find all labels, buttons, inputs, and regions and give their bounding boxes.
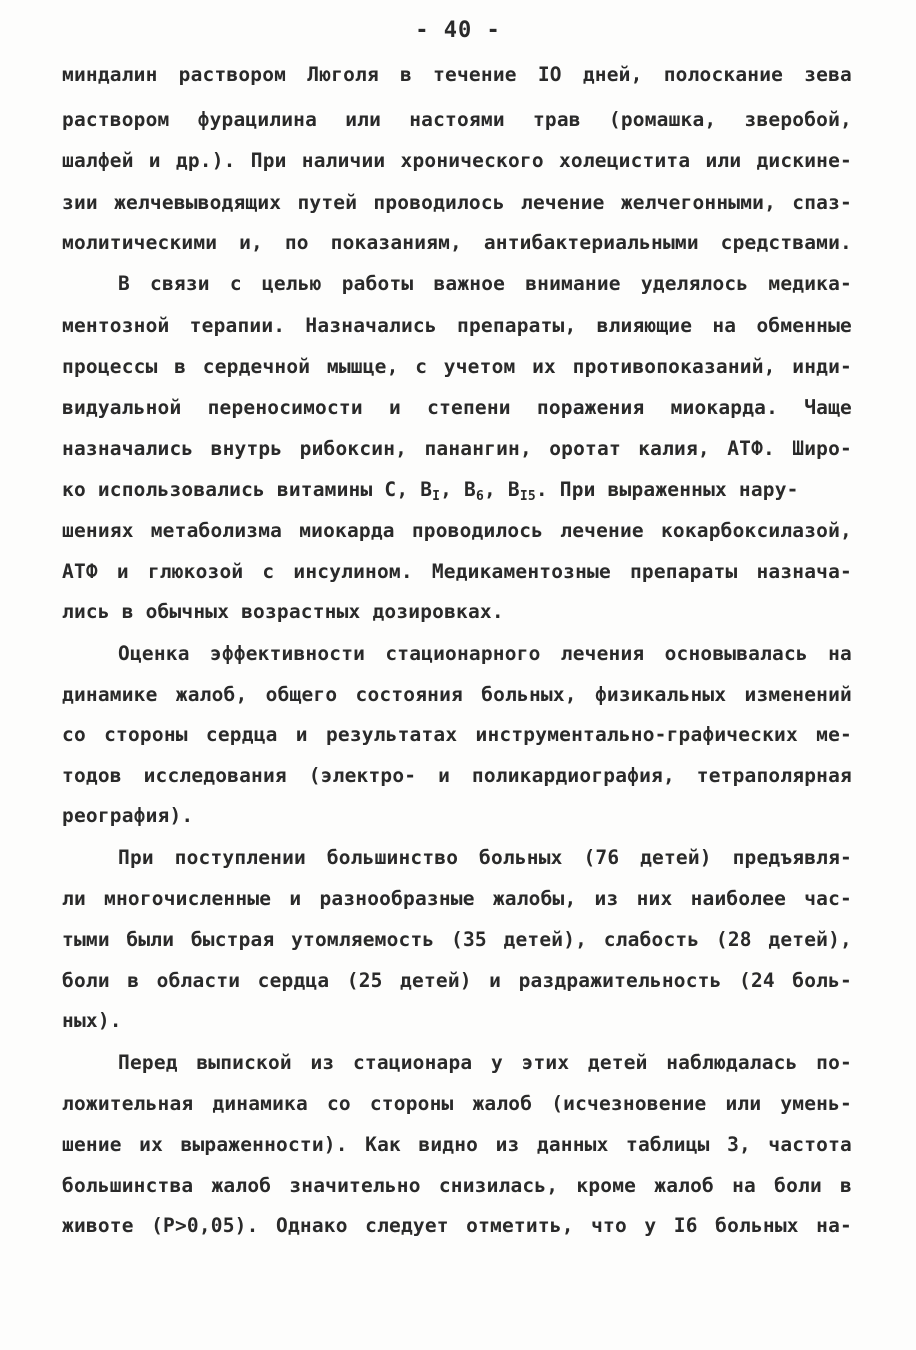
text-line: ментозной терапии. Назначались препараты, влияющие на обменные — [62, 314, 852, 337]
text-line: В связи с целью работы важное внимание уделялось медика- — [118, 272, 852, 295]
text-line: животе (P>0,05). Однако следует отметить, что у I6 больных на- — [62, 1214, 852, 1237]
text-line: реография). — [62, 804, 194, 827]
text-line: ложительная динамика со стороны жалоб (исчезновение или умень- — [62, 1092, 852, 1115]
text-line: Оценка эффективности стационарного лечения основывалась на — [118, 642, 852, 665]
text-line: лись в обычных возрастных дозировках. — [62, 600, 504, 623]
text-line: раствором фурацилина или настоями трав (ромашка, зверобой, — [62, 108, 852, 131]
text-line: большинства жалоб значительно снизилась, кроме жалоб на боли в — [62, 1174, 852, 1197]
text-line: ных). — [62, 1009, 122, 1032]
text-line: молитическими и, по показаниям, антибактериальными средствами. — [62, 231, 852, 254]
text-line: миндалин раствором Люголя в течение IО дней, полоскание зева — [62, 63, 852, 86]
text-line: видуальной переносимости и степени поражения миокарда. Чаще — [62, 396, 852, 419]
text-line: ли многочисленные и разнообразные жалобы, из них наиболее час- — [62, 887, 852, 910]
text-line: со стороны сердца и результатах инструментально-графических ме- — [62, 723, 852, 746]
text-line: При поступлении большинство больных (76 детей) предъявля- — [118, 846, 852, 869]
text-line: ко использовались витамины С, $B_I$, $B_6$, $B_{I5}$. При выраженных нару- — [62, 478, 799, 504]
text-line: динамике жалоб, общего состояния больных, физикальных изменений — [62, 683, 852, 706]
text-line: зии желчевыводящих путей проводилось лечение желчегонными, спаз- — [62, 191, 852, 214]
text-line: тыми были быстрая утомляемость (35 детей), слабость (28 детей), — [62, 928, 852, 951]
text-line: назначались внутрь рибоксин, панангин, оротат калия, АТФ. Широ- — [62, 437, 852, 460]
text-line: процессы в сердечной мышце, с учетом их противопоказаний, инди- — [62, 355, 852, 378]
text-line: Перед выпиской из стационара у этих детей наблюдалась по- — [118, 1051, 852, 1074]
text-line: шалфей и др.). При наличии хронического холецистита или дискине- — [62, 149, 852, 172]
text-line: шениях метаболизма миокарда проводилось лечение кокарбоксилазой, — [62, 519, 852, 542]
text-line: АТФ и глюкозой с инсулином. Медикаментозные препараты назнача- — [62, 560, 852, 583]
page-number: - 40 - — [415, 18, 501, 43]
text-line: боли в области сердца (25 детей) и раздражительность (24 боль- — [62, 969, 852, 992]
text-line: тодов исследования (электро- и поликардиография, тетраполярная — [62, 764, 852, 787]
text-line: шение их выраженности). Как видно из данных таблицы 3, частота — [62, 1133, 852, 1156]
